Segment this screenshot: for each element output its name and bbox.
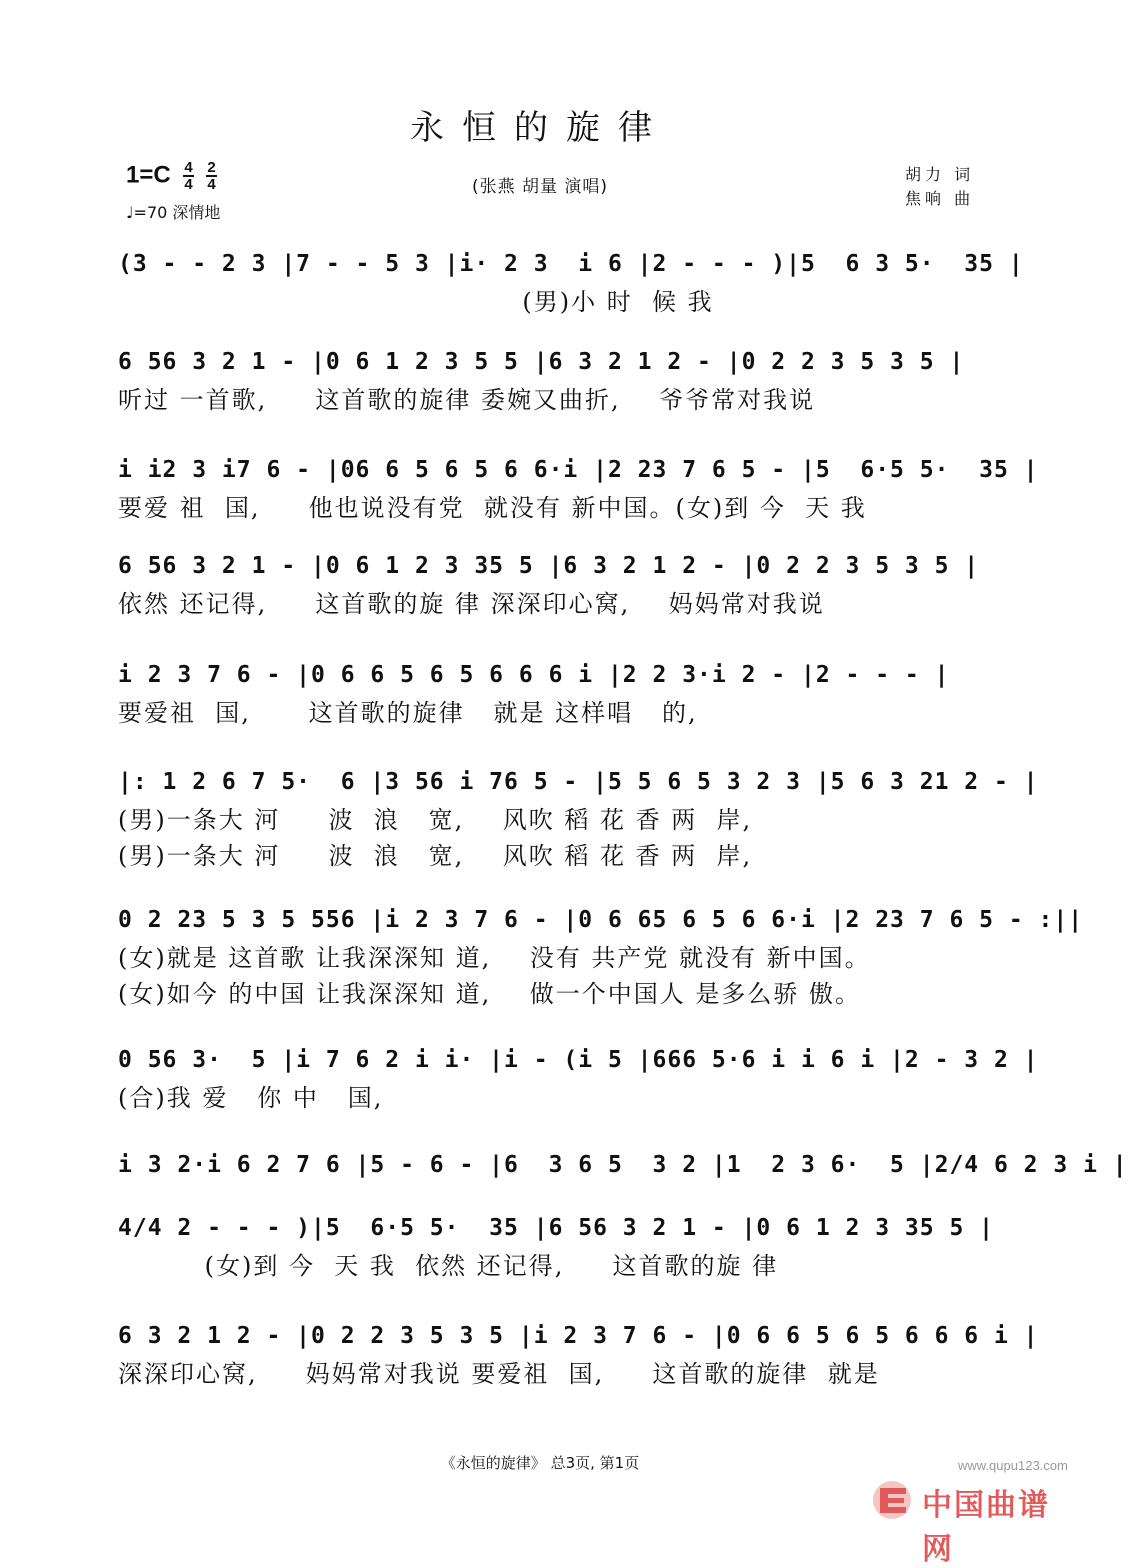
logo-text: 中国曲谱网 (922, 1488, 1050, 1567)
time-sig-bottom: 4 (207, 176, 216, 193)
page-title: 永恒的旋律 (410, 108, 670, 148)
page-footer: 《永恒的旋律》 总3页, 第1页 (440, 1454, 640, 1472)
notation-line: i 3 2·i 6 2 7 6 |5 - 6 - |6 3 6 5 3 2 |1 2 3 6· 5 |2/4 6 2 3 i | (118, 1152, 1128, 1178)
score-system-1 (118, 244, 1024, 320)
score-system-11 (118, 1316, 1039, 1392)
lyric-line: 要爱祖 国, 这首歌的旋律 就是 这样唱 的, (118, 699, 698, 727)
score-system-8 (118, 1040, 1039, 1116)
singers-credit: (张燕 胡量 演唱) (471, 177, 609, 197)
notation-line: 4/4 2 - - - )|5 6·5 5· 35 |6 56 3 2 1 - |0 6 1 2 3 35 5 | (118, 1215, 994, 1241)
lyric-line: 深深印心窝, 妈妈常对我说 要爱祖 国, 这首歌的旋律 就是 (118, 1360, 880, 1388)
time-sig-bottom: 4 (184, 176, 193, 193)
notation-line: 0 56 3· 5 |i 7 6 2 i i· |i - (i 5 |666 5·6 i i 6 i |2 - 3 2 | (118, 1047, 1039, 1073)
score-system-7 (118, 900, 1084, 1012)
lyric-line: (女)到 今 天 我 依然 还记得, 这首歌的旋 律 (118, 1252, 779, 1280)
score-system-6 (118, 762, 1039, 874)
time-sig-top: 4 (184, 159, 193, 176)
site-url: www.qupu123.com (958, 1458, 1068, 1473)
lyric-line: 依然 还记得, 这首歌的旋 律 深深印心窝, 妈妈常对我说 (118, 590, 825, 618)
notation-line: |: 1 2 6 7 5· 6 |3 56 i 76 5 - |5 5 6 5 3 2 3 |5 6 3 21 2 - | (118, 769, 1039, 795)
time-sig-top: 2 (207, 159, 216, 176)
lyric-line: (合)我 爱 你 中 国, (118, 1084, 384, 1112)
tempo-marking: ♩=70 深情地 (126, 203, 221, 222)
lyric-line: 要爱 祖 国, 他也说没有党 就没有 新中国。(女)到 今 天 我 (118, 494, 867, 522)
notation-line: 6 56 3 2 1 - |0 6 1 2 3 5 5 |6 3 2 1 2 - |0 2 2 3 5 3 5 | (118, 349, 965, 375)
site-logo (868, 1478, 1078, 1567)
lyricist-credit: 胡力 词 (905, 165, 975, 184)
notation-line: (3 - - 2 3 |7 - - 5 3 |i· 2 3 i 6 |2 - - - )|5 6 3 5· 35 | (118, 251, 1024, 277)
lyric-line-verse-1: (男)一条大 河 波 浪 宽, 风吹 稻 花 香 两 岸, (118, 806, 753, 834)
score-system-9 (118, 1145, 1128, 1185)
score-system-3 (118, 450, 1039, 526)
score-system-4 (118, 546, 980, 622)
notation-line: i 2 3 7 6 - |0 6 6 5 6 5 6 6 6 i |2 2 3·i 2 - |2 - - - | (118, 662, 950, 688)
score-system-5 (118, 655, 980, 731)
notation-line: 6 3 2 1 2 - |0 2 2 3 5 3 5 |i 2 3 7 6 - |0 6 6 5 6 5 6 6 6 i | (118, 1323, 1039, 1349)
lyric-line: (男)小 时 候 我 (118, 288, 714, 316)
lyric-line: 听过 一首歌, 这首歌的旋律 委婉又曲折, 爷爷常对我说 (118, 386, 816, 414)
lyric-line-verse-2: (男)一条大 河 波 浪 宽, 风吹 稻 花 香 两 岸, (118, 842, 753, 870)
key-text: 1=C (126, 161, 171, 189)
notation-line: 0 2 23 5 3 5 556 |i 2 3 7 6 - |0 6 65 6 5 6 6·i |2 23 7 6 5 - :|| (118, 907, 1084, 933)
score-system-2 (118, 342, 980, 418)
lyric-line-verse-2: (女)如今 的中国 让我深深知 道, 做一个中国人 是多么骄 傲。 (118, 980, 862, 1008)
notation-line: i i2 3 i7 6 - |06 6 5 6 5 6 6·i |2 23 7 6 5 - |5 6·5 5· 35 | (118, 457, 1039, 483)
lyric-line-verse-1: (女)就是 这首歌 让我深深知 道, 没有 共产党 就没有 新中国。 (118, 944, 871, 972)
notation-line: 6 56 3 2 1 - |0 6 1 2 3 35 5 |6 3 2 1 2 - |0 2 2 3 5 3 5 | (118, 553, 980, 579)
composer-credit: 焦响 曲 (905, 189, 975, 208)
score-system-10 (118, 1208, 994, 1284)
logo-mark-icon (868, 1478, 920, 1522)
